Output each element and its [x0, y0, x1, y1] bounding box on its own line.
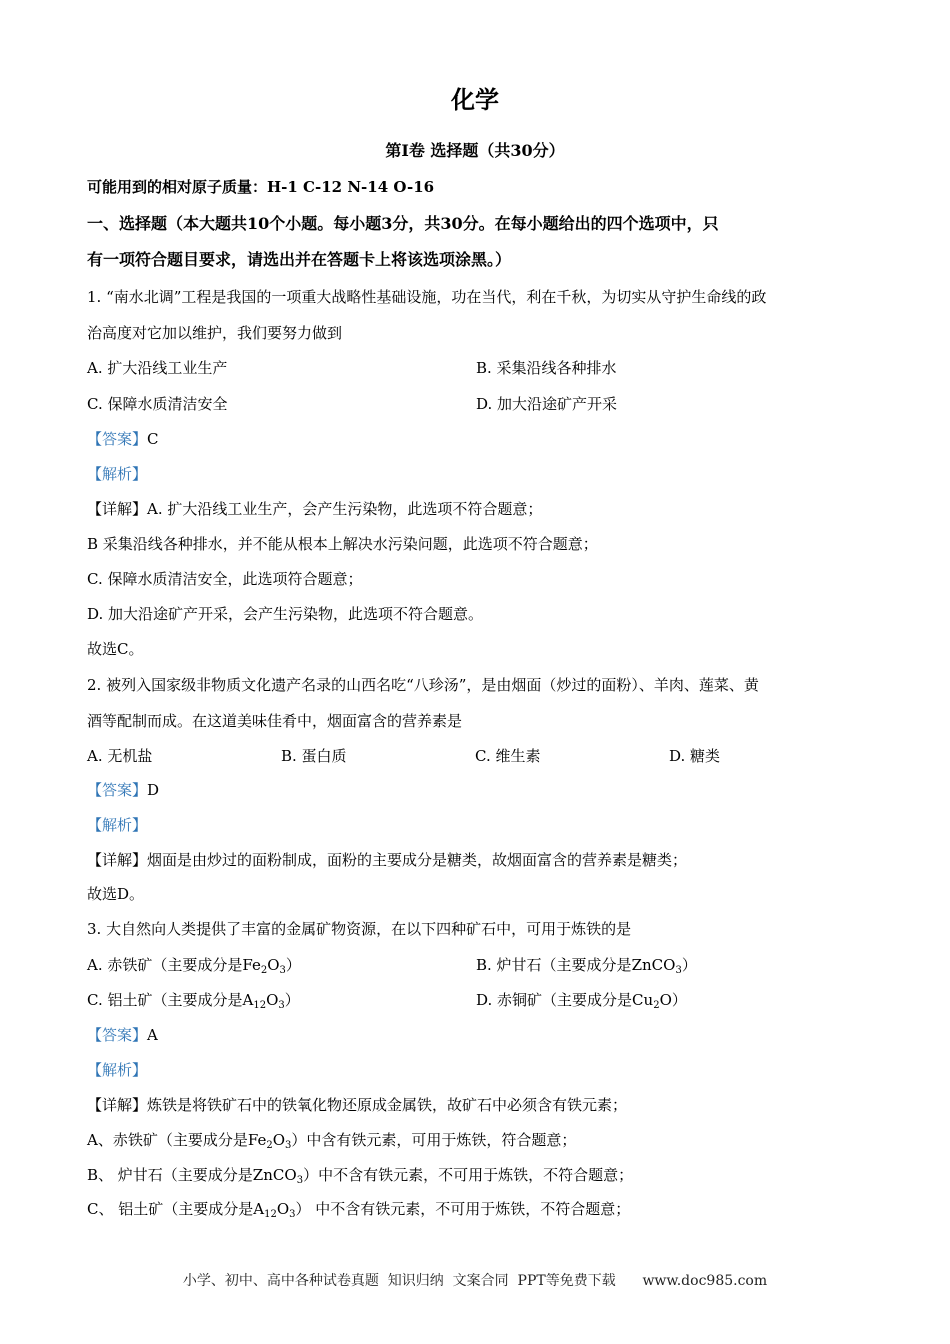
q3-answer — [87, 1025, 158, 1045]
q1-option-d: D. 加大沿途矿产开采 — [476, 395, 618, 413]
q1-stem-line2: 治高度对它加以维护，我们要努力做到 — [87, 324, 343, 342]
chem-formula: ZnCO$_3$ — [252, 1166, 304, 1186]
q3-option-b: B. 炉甘石（主要成分是ZnCO$_3$） — [476, 956, 697, 976]
q3-detail-a-post: ）中含有铁元素，可用于炼铁，符合题意； — [291, 1131, 577, 1149]
q3-option-a-text: A. 赤铁矿（主要成分是 — [87, 956, 243, 974]
q2-answer-value: D — [147, 781, 160, 799]
q1-detail-a-text: A. 扩大沿线工业生产，会产生污染物，此选项不符合题意； — [147, 500, 543, 518]
section-heading-line1: 一、选择题（本大题共10个小题。每小题3分，共30分。在每小题给出的四个选项中，只 — [87, 214, 719, 233]
q3-detail-c — [87, 1199, 630, 1219]
analysis-tag: 【解析】 — [87, 465, 148, 483]
q2-conclusion: 故选D。 — [87, 885, 145, 903]
q1-option-b: B. 采集沿线各种排水 — [476, 359, 617, 377]
chem-formula: $Cu_2O$ — [632, 991, 672, 1011]
answer-tag: 【答案】 — [87, 1026, 148, 1044]
q3-option-d-text: D. 赤铜矿（主要成分是 — [476, 991, 633, 1009]
section-heading-line2: 有一项符合题目要求，请选出并在答题卡上将该选项涂黑。） — [87, 250, 512, 269]
detail-tag: 【详解】 — [87, 500, 148, 518]
q1-detail-a — [87, 499, 542, 519]
chem-formula: $A_{12}O_3$ — [253, 1200, 296, 1220]
q2-stem-line1: 2. 被列入国家级非物质文化遗产名录的山西名吃“八珍汤”，是由烟面（炒过的面粉）、羊肉、莲菜、黄 — [87, 676, 759, 694]
q3-detail-c-post: ） 中不含有铁元素，不可用于炼铁，不符合题意； — [295, 1200, 631, 1218]
chem-formula: $Fe_2O_3$ — [247, 1131, 292, 1151]
page-footer: 小学、初中、高中各种试卷真题 知识归纳 文案合同 PPT等免费下载 www.doc985.com — [182, 1273, 768, 1289]
q1-detail-d: D. 加大沿途矿产开采，会产生污染物，此选项不符合题意。 — [87, 605, 484, 623]
q1-option-c: C. 保障水质清洁安全 — [87, 395, 228, 413]
atomic-masses: 可能用到的相对原子质量：H-1 C-12 N-14 O-16 — [87, 178, 435, 196]
q2-option-c: C. 维生素 — [475, 747, 541, 765]
q1-option-a: A. 扩大沿线工业生产 — [87, 359, 228, 377]
q2-option-d: D. 糖类 — [669, 747, 721, 765]
q3-option-a: A. 赤铁矿（主要成分是$Fe_2O_3$） — [87, 956, 301, 976]
analysis-tag: 【解析】 — [87, 816, 148, 834]
q3-option-b-text: B. 炉甘石（主要成分是 — [476, 956, 632, 974]
q3-detail-c-pre: C、 铝土矿（主要成分是 — [87, 1200, 254, 1218]
q1-detail-c: C. 保障水质清洁安全，此选项符合题意； — [87, 570, 363, 588]
q3-detail-a-pre: A、赤铁矿（主要成分是 — [87, 1131, 248, 1149]
answer-tag: 【答案】 — [87, 430, 148, 448]
q2-detail — [87, 850, 687, 870]
q1-conclusion: 故选C。 — [87, 640, 144, 658]
chem-formula: ZnCO$_3$ — [631, 956, 682, 976]
q2-option-a: A. 无机盐 — [87, 747, 153, 765]
page-title: 化学 — [451, 85, 499, 114]
q3-stem: 3. 大自然向人类提供了丰富的金属矿物资源，在以下四种矿石中，可用于炼铁的是 — [87, 920, 632, 938]
chem-formula: $A_{12}O_3$ — [242, 991, 285, 1011]
q3-detail-b — [87, 1165, 633, 1185]
q1-detail-b: B 采集沿线各种排水，并不能从根本上解决水污染问题，此选项不符合题意； — [87, 535, 598, 553]
q3-option-c: C. 铝土矿（主要成分是$A_{12}O_3$） — [87, 991, 300, 1011]
detail-tag: 【详解】 — [87, 851, 148, 869]
q1-answer — [87, 429, 159, 449]
q3-detail-b-pre: B、 炉甘石（主要成分是 — [87, 1166, 253, 1184]
q2-detail-text: 烟面是由炒过的面粉制成，面粉的主要成分是糖类，故烟面富含的营养素是糖类； — [147, 851, 688, 869]
q3-detail — [87, 1095, 627, 1115]
answer-tag: 【答案】 — [87, 781, 148, 799]
q2-answer — [87, 780, 159, 800]
q2-analysis — [87, 815, 147, 835]
chem-formula: $Fe_2O_3$ — [242, 956, 286, 976]
q3-detail-text: 炼铁是将铁矿石中的铁氧化物还原成金属铁，故矿石中必须含有铁元素； — [147, 1096, 628, 1114]
q2-stem-line2: 酒等配制而成。在这道美味佳肴中，烟面富含的营养素是 — [87, 712, 463, 730]
detail-tag: 【详解】 — [87, 1096, 148, 1114]
q2-option-b: B. 蛋白质 — [281, 747, 347, 765]
q3-analysis — [87, 1060, 147, 1080]
q1-stem-line1: 1. “南水北调”工程是我国的一项重大战略性基础设施，功在当代，利在千秋，为切实从守护生命线的政 — [87, 288, 767, 306]
analysis-tag: 【解析】 — [87, 1061, 148, 1079]
q3-option-c-text: C. 铝土矿（主要成分是 — [87, 991, 243, 1009]
q3-detail-b-post: ）中不含有铁元素，不可用于炼铁，不符合题意； — [303, 1166, 634, 1184]
q1-answer-value: C — [147, 430, 159, 448]
q3-detail-a — [87, 1130, 576, 1150]
q1-analysis — [87, 464, 147, 484]
paper-subtitle: 第I卷 选择题（共30分） — [385, 141, 565, 160]
q3-answer-value: A — [147, 1026, 158, 1044]
q3-option-d: D. 赤铜矿（主要成分是$Cu_2O$） — [476, 991, 687, 1011]
